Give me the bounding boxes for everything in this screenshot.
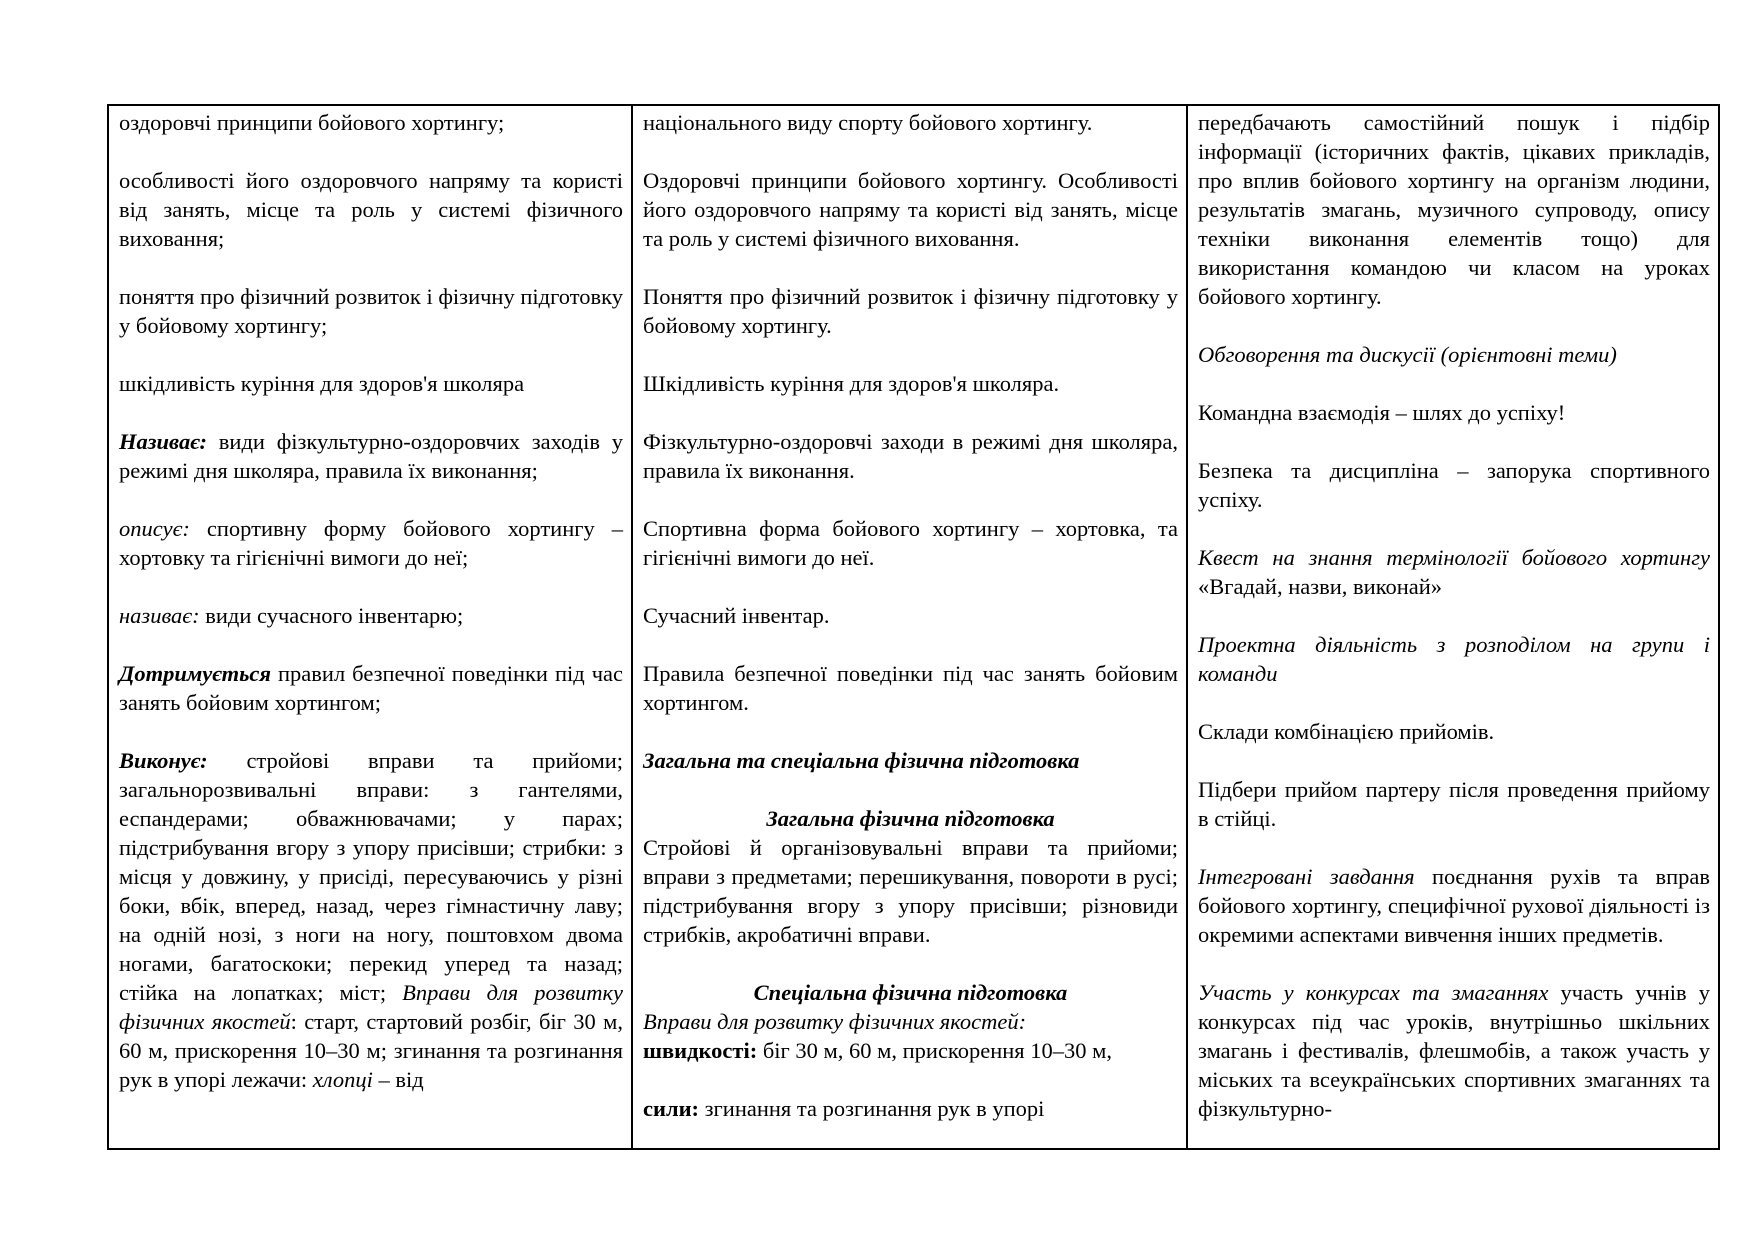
c1-p6-text: спортивну форму бойового хортингу – хортовку та гігієнічні вимоги до неї; (119, 516, 623, 570)
column-expected-results (109, 106, 633, 1148)
c1-p9-text1: стройові вправи та прийоми; загальнорозвивальні вправи: з гантелями, еспандерами; обважнювачами; у парах; підстрибування вгору з упору присівши; стрибки: з місця у довжину, у присіді, пересуваючись у різні боки, вбік, вперед, назад, через гімнастичну лаву; на одній нозі, з ноги на ногу, поштовхом двома ногами, багатоскоки; перекид уперед та назад; стійка на лопатках; міст; (119, 748, 623, 1005)
c2-p10 (643, 1007, 1178, 1036)
c1-p7 (119, 601, 623, 630)
c2-h1: Загальна та спеціальна фізична підготовка (643, 748, 1080, 773)
c1-p4: шкідливість куріння для здоров'я школяра (119, 371, 525, 396)
c1-p8 (119, 659, 623, 717)
c2-p4: Шкідливість куріння для здоров'я школяра. (643, 371, 1060, 396)
c2-h3: Спеціальна фізична підготовка (753, 980, 1068, 1005)
c1-p9-lead: Виконує: (119, 748, 208, 773)
c2-p6: Спортивна форма бойового хортингу – хортовка, та гігієнічні вимоги до неї. (643, 516, 1178, 570)
column-content (633, 106, 1188, 1148)
c2-p11-text: біг 30 м, 60 м, прискорення 10–30 м, (757, 1038, 1112, 1063)
c1-p8-text: правил безпечної поведінки під час занять бойовим хортингом; (119, 661, 623, 715)
c3-p10 (1198, 978, 1710, 1123)
c3-p3: Командна взаємодія – шлях до успіху! (1198, 400, 1566, 425)
c1-p3: поняття про фізичний розвиток і фізичну підготовку у бойовому хортингу; (119, 284, 623, 338)
c3-p7: Склади комбінацією прийомів. (1198, 719, 1495, 744)
c2-p2: Оздоровчі принципи бойового хортингу. Особливості його оздоровчого напряму та користі від занять, місце та роль у системі фізичного виховання. (643, 168, 1178, 251)
c3-p9-text: поєднання рухів та вправ бойового хортингу, специфічної рухової діяльності із окремими аспектами вивчення інших предметів. (1198, 864, 1710, 947)
c3-p2 (1198, 340, 1710, 369)
c1-p1: оздоровчі принципи бойового хортингу; (119, 110, 505, 135)
c1-p5-lead: Називає: (119, 429, 208, 454)
c2-p7: Сучасний інвентар. (643, 603, 830, 628)
c1-p5-text: види фізкультурно-оздоровчих заходів у режимі дня школяра, правила їх виконання; (119, 429, 623, 483)
c3-p1: передбачають самостійний пошук і підбір інформації (історичних фактів, цікавих прикладів, про вплив бойового хортингу на організм людини, результатів змагань, музичного супроводу, опису техніки виконання елементів тощо) для використання командою чи класом на уроках бойового хортингу. (1198, 110, 1710, 309)
curriculum-table (107, 104, 1720, 1150)
c3-p8: Підбери прийом партеру після проведення прийому в стійці. (1198, 777, 1710, 831)
c1-p9 (119, 746, 623, 1094)
c2-heading-general (643, 804, 1178, 833)
c1-p9-text3: – від (372, 1067, 424, 1092)
c2-h2: Загальна фізична підготовка (766, 806, 1055, 831)
c2-heading-general-special (643, 746, 1178, 775)
c3-p5-text: «Вгадай, назви, виконай» (1198, 574, 1443, 599)
c1-p9-italic2: хлопці (312, 1067, 373, 1092)
c1-p9-italic1: Вправи для розвитку фізичних якостей (119, 980, 623, 1034)
c3-p5-italic: Квест на знання термінології бойового хортингу (1198, 545, 1710, 570)
c2-p11-lead: швидкості: (643, 1038, 758, 1063)
c2-p10-italic: Вправи для розвитку фізичних якостей: (643, 1009, 1027, 1034)
c2-p5: Фізкультурно-оздоровчі заходи в режимі дня школяра, правила їх виконання. (643, 429, 1178, 483)
c1-p7-lead: називає: (119, 603, 200, 628)
c1-p9-text2: : старт, стартовий розбіг, біг 30 м, 60 м, прискорення 10–30 м; згинання та розгинання рук в упорі лежачи: (119, 1009, 623, 1092)
c2-p12 (643, 1094, 1178, 1123)
c3-p6 (1198, 630, 1710, 688)
c1-p5 (119, 427, 623, 485)
c3-p4: Безпека та дисципліна – запорука спортивного успіху. (1198, 458, 1710, 512)
c2-p11 (643, 1036, 1178, 1065)
c2-p9: Стройові й організовувальні вправи та прийоми; вправи з предметами; перешикування, повороти в русі; підстрибування вгору з упору присівши; різновиди стрибків, акробатичні вправи. (643, 835, 1178, 947)
c2-p8: Правила безпечної поведінки під час занять бойовим хортингом. (643, 661, 1178, 715)
c3-p9 (1198, 862, 1710, 949)
c3-p10-italic: Участь у конкурсах та змаганнях (1198, 980, 1549, 1005)
c2-p3: Поняття про фізичний розвиток і фізичну підготовку у бойовому хортингу. (643, 284, 1178, 338)
c3-p10-text: участь учнів у конкурсах під час уроків, внутрішньо шкільних змагань і фестивалів, флешмобів, а також участь у міських та всеукраїнських спортивних змаганнях та фізкультурно- (1198, 980, 1710, 1121)
c3-p5 (1198, 543, 1710, 601)
c2-p1: національного виду спорту бойового хортингу. (643, 110, 1093, 135)
c2-heading-special (643, 978, 1178, 1007)
c1-p6 (119, 514, 623, 572)
c3-p2-italic: Обговорення та дискусії (орієнтовні теми) (1198, 342, 1617, 367)
c3-p9-italic: Інтегровані завдання (1198, 864, 1415, 889)
c1-p8-lead: Дотримується (119, 661, 271, 686)
c2-p12-text: згинання та розгинання рук в упорі (699, 1096, 1045, 1121)
c1-p2: особливості його оздоровчого напряму та користі від занять, місце та роль у системі фізичного виховання; (119, 168, 623, 251)
c1-p7-text: види сучасного інвентарю; (199, 603, 464, 628)
c2-p12-lead: сили: (643, 1096, 700, 1121)
c3-p6-italic: Проектна діяльність з розподілом на групи і команди (1198, 632, 1710, 686)
column-activities (1188, 106, 1718, 1148)
c1-p6-lead: описує: (119, 516, 190, 541)
